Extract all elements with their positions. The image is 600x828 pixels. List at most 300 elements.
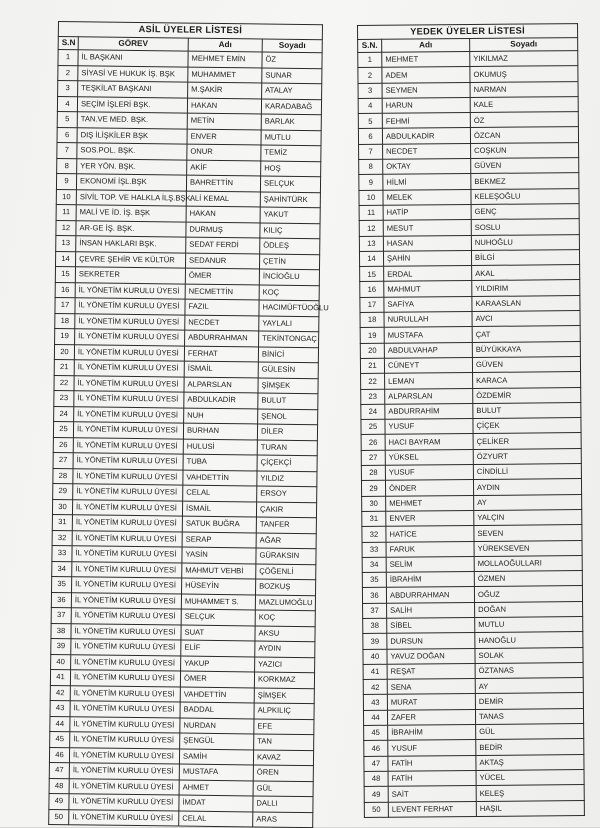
asil-cell-gorev: AR-GE İŞ. BŞK. bbox=[76, 220, 186, 237]
yedek-cell-adi: ÖNDER bbox=[385, 480, 473, 496]
yedek-cell-adi: ABDURRAHİM bbox=[385, 403, 473, 419]
asil-cell-soyadi: TAN bbox=[254, 734, 314, 750]
asil-cell-gorev: ÇEVRE ŞEHİR VE KÜLTÜR bbox=[75, 251, 185, 268]
asil-cell-gorev: DIŞ İLİŞKİLER BŞK bbox=[77, 127, 187, 144]
yedek-cell-soyadi: YIKILMAZ bbox=[470, 51, 578, 67]
asil-cell-soyadi: AKSU bbox=[255, 625, 315, 641]
yedek-cell-sn: 19 bbox=[360, 328, 384, 344]
yedek-cell-adi: ZAFER bbox=[387, 709, 475, 725]
asil-cell-gorev: SİVİL TOP. VE HALKLA İLŞ.BŞK. bbox=[76, 189, 186, 206]
asil-cell-soyadi: GÜL bbox=[253, 780, 313, 796]
asil-cell-soyadi: İNCİOĞLU bbox=[259, 269, 319, 285]
asil-cell-adi: ALİ KEMAL bbox=[186, 191, 260, 207]
yedek-cell-adi: YÜKSEL bbox=[385, 449, 473, 465]
yedek-cell-sn: 24 bbox=[361, 404, 385, 420]
yedek-table-row bbox=[364, 800, 584, 817]
asil-cell-sn: 43 bbox=[50, 700, 70, 716]
yedek-cell-adi: HARUN bbox=[382, 97, 470, 113]
asil-cell-gorev: İL YÖNETİM KURULU ÜYESİ bbox=[73, 437, 183, 454]
asil-cell-gorev: İL YÖNETİM KURULU ÜYESİ bbox=[71, 592, 181, 609]
asil-cell-soyadi: YAKUT bbox=[260, 207, 320, 223]
yedek-cell-adi: YAVUZ DOĞAN bbox=[387, 648, 475, 664]
yedek-cell-adi: SİBEL bbox=[387, 617, 475, 633]
asil-cell-soyadi: BULUT bbox=[258, 393, 318, 409]
asil-cell-adi: AHMET bbox=[179, 780, 253, 796]
asil-cell-adi: SEDAT FERDİ bbox=[186, 237, 260, 253]
asil-cell-sn: 39 bbox=[51, 638, 71, 654]
asil-cell-sn: 2 bbox=[58, 65, 78, 81]
asil-cell-soyadi: ÇAKIR bbox=[256, 501, 316, 517]
asil-cell-gorev: İL YÖNETİM KURULU ÜYESİ bbox=[72, 577, 182, 594]
yedek-cell-sn: 13 bbox=[359, 236, 383, 252]
yedek-cell-sn: 9 bbox=[359, 175, 383, 191]
yedek-cell-soyadi: AKAL bbox=[472, 265, 580, 281]
yedek-header-sn: S.N. bbox=[358, 39, 382, 52]
asil-cell-gorev: SEÇİM İŞLERİ BŞK. bbox=[77, 96, 187, 113]
yedek-cell-soyadi: MUTLU bbox=[475, 617, 583, 633]
asil-cell-soyadi: KOÇ bbox=[259, 284, 319, 300]
asil-cell-soyadi: MAZLUMOĞLU bbox=[255, 594, 315, 610]
yedek-cell-sn: 4 bbox=[358, 98, 382, 114]
yedek-cell-sn: 18 bbox=[360, 312, 384, 328]
yedek-cell-adi: SAFİYA bbox=[384, 296, 472, 312]
asil-cell-gorev: SOS.POL. BŞK. bbox=[77, 143, 187, 160]
yedek-cell-sn: 33 bbox=[362, 542, 386, 558]
asil-cell-sn: 14 bbox=[56, 251, 76, 267]
asil-cell-soyadi: SELÇUK bbox=[260, 176, 320, 192]
asil-cell-gorev: YER YÖN. BŞK. bbox=[77, 158, 187, 175]
asil-cell-soyadi: ÖDLEŞ bbox=[260, 238, 320, 254]
asil-cell-gorev: İNSAN HAKLARI BŞK. bbox=[76, 236, 186, 253]
yedek-cell-soyadi: ÖZTANAS bbox=[475, 662, 583, 678]
asil-cell-adi: FERHAT bbox=[184, 346, 258, 362]
asil-members-table bbox=[48, 21, 329, 828]
asil-cell-gorev: İL YÖNETİM KURULU ÜYESİ bbox=[72, 530, 182, 547]
yedek-cell-soyadi: BEDİR bbox=[476, 739, 584, 755]
asil-cell-adi: ÖMER bbox=[180, 671, 254, 687]
yedek-cell-soyadi: DOĞAN bbox=[475, 601, 583, 617]
yedek-cell-adi: FEHMİ bbox=[382, 113, 470, 129]
asil-cell-adi: HÜSEYİN bbox=[182, 578, 256, 594]
yedek-cell-sn: 45 bbox=[364, 725, 388, 741]
asil-cell-gorev: İL YÖNETİM KURULU ÜYESİ bbox=[74, 375, 184, 392]
asil-cell-sn: 40 bbox=[51, 654, 71, 670]
yedek-table-title: YEDEK ÜYELER LİSTESİ bbox=[358, 24, 578, 40]
yedek-cell-sn: 12 bbox=[359, 221, 383, 237]
asil-cell-gorev: İL YÖNETİM KURULU ÜYESİ bbox=[75, 313, 185, 330]
asil-cell-soyadi: ATALAY bbox=[262, 83, 322, 99]
yedek-cell-soyadi: KELEŞOĞLU bbox=[471, 188, 579, 204]
yedek-cell-adi: HATİCE bbox=[386, 526, 474, 542]
yedek-cell-adi: FATİH bbox=[388, 770, 476, 786]
yedek-cell-soyadi: OKUMUŞ bbox=[470, 66, 578, 82]
asil-cell-soyadi: ŞİMŞEK bbox=[258, 377, 318, 393]
asil-cell-soyadi: GÜLESİN bbox=[258, 362, 318, 378]
yedek-cell-adi: CÜNEYT bbox=[384, 357, 472, 373]
yedek-cell-adi: YUSUF bbox=[385, 465, 473, 481]
asil-cell-soyadi: HACIMÜFTÜOĞLU bbox=[259, 300, 319, 316]
yedek-cell-adi: ENVER bbox=[386, 510, 474, 526]
asil-cell-adi: CELAL bbox=[179, 811, 253, 827]
asil-cell-gorev: İL YÖNETİM KURULU ÜYESİ bbox=[71, 639, 181, 656]
yedek-cell-soyadi: AY bbox=[475, 678, 583, 694]
asil-cell-adi: ALPARSLAN bbox=[184, 377, 258, 393]
asil-cell-sn: 25 bbox=[53, 421, 73, 437]
asil-cell-gorev: İL YÖNETİM KURULU ÜYESİ bbox=[75, 329, 185, 346]
asil-cell-adi: NECMETTİN bbox=[185, 284, 259, 300]
asil-cell-sn: 37 bbox=[51, 607, 71, 623]
yedek-cell-adi: ALPARSLAN bbox=[385, 388, 473, 404]
yedek-cell-sn: 40 bbox=[363, 649, 387, 665]
asil-cell-soyadi: DİLER bbox=[257, 424, 317, 440]
asil-table-title: ASİL ÜYELER LİSTESİ bbox=[58, 22, 322, 40]
asil-cell-gorev: İL YÖNETİM KURULU ÜYESİ bbox=[73, 468, 183, 485]
asil-cell-soyadi: TEKİNTONGAÇ bbox=[259, 331, 319, 347]
yedek-cell-sn: 35 bbox=[362, 572, 386, 588]
yedek-cell-adi: HACI BAYRAM bbox=[385, 434, 473, 450]
asil-cell-soyadi: ERSOY bbox=[257, 486, 317, 502]
asil-cell-sn: 38 bbox=[51, 623, 71, 639]
yedek-table-body bbox=[358, 51, 585, 818]
asil-cell-gorev: İL YÖNETİM KURULU ÜYESİ bbox=[69, 763, 179, 780]
asil-cell-soyadi: HOŞ bbox=[261, 160, 321, 176]
yedek-cell-adi: NURULLAH bbox=[384, 312, 472, 328]
yedek-cell-soyadi: YILDIRIM bbox=[472, 280, 580, 296]
asil-cell-soyadi: SUNAR bbox=[262, 67, 322, 83]
asil-cell-adi: SAMİH bbox=[179, 749, 253, 765]
asil-cell-sn: 19 bbox=[55, 328, 75, 344]
yedek-cell-adi: OKTAY bbox=[383, 159, 471, 175]
asil-cell-adi: SERAP bbox=[182, 532, 256, 548]
asil-header-gorev: GÖREV bbox=[78, 37, 188, 51]
asil-cell-soyadi: ŞİMŞEK bbox=[254, 687, 314, 703]
yedek-cell-sn: 25 bbox=[361, 419, 385, 435]
asil-cell-soyadi: ŞAHİNTÜRK bbox=[260, 191, 320, 207]
yedek-cell-sn: 36 bbox=[362, 588, 386, 604]
asil-cell-adi: VAHDETTİN bbox=[180, 687, 254, 703]
asil-cell-adi: İSMAİL bbox=[182, 501, 256, 517]
asil-table-row bbox=[49, 809, 313, 828]
asil-cell-adi: MEHMET EMİN bbox=[188, 51, 262, 67]
yedek-cell-adi: ABDULKADİR bbox=[382, 128, 470, 144]
yedek-cell-soyadi: ÖZCAN bbox=[470, 127, 578, 143]
asil-cell-adi: HAKAN bbox=[187, 98, 261, 114]
yedek-cell-sn: 43 bbox=[363, 695, 387, 711]
yedek-cell-soyadi: AY bbox=[474, 494, 582, 510]
asil-cell-sn: 50 bbox=[49, 809, 69, 825]
yedek-cell-adi: LEVENT FERHAT bbox=[388, 801, 476, 817]
asil-cell-gorev: İL YÖNETİM KURULU ÜYESİ bbox=[70, 701, 180, 718]
asil-cell-gorev: İL YÖNETİM KURULU ÜYESİ bbox=[70, 716, 180, 733]
asil-cell-adi: ABDULKADİR bbox=[184, 392, 258, 408]
asil-cell-gorev: İL YÖNETİM KURULU ÜYESİ bbox=[70, 685, 180, 702]
asil-cell-gorev: İL YÖNETİM KURULU ÜYESİ bbox=[69, 794, 179, 811]
asil-cell-soyadi: MUTLU bbox=[261, 129, 321, 145]
yedek-cell-soyadi: OĞUZ bbox=[474, 586, 582, 602]
yedek-cell-soyadi: GÜVEN bbox=[471, 158, 579, 174]
yedek-cell-soyadi: GENÇ bbox=[471, 204, 579, 220]
asil-cell-sn: 8 bbox=[57, 158, 77, 174]
asil-cell-sn: 11 bbox=[56, 204, 76, 220]
yedek-cell-soyadi: SEVEN bbox=[474, 525, 582, 541]
yedek-cell-sn: 16 bbox=[360, 282, 384, 298]
yedek-cell-soyadi: YÜCEL bbox=[476, 770, 584, 786]
asil-table-body bbox=[49, 50, 329, 828]
asil-cell-sn: 49 bbox=[49, 793, 69, 809]
asil-cell-soyadi: YILDIZ bbox=[257, 470, 317, 486]
yedek-cell-sn: 26 bbox=[361, 435, 385, 451]
asil-cell-sn: 21 bbox=[54, 359, 74, 375]
asil-cell-sn: 33 bbox=[52, 545, 72, 561]
asil-cell-sn: 46 bbox=[49, 747, 69, 763]
asil-cell-gorev: İL YÖNETİM KURULU ÜYESİ bbox=[70, 670, 180, 687]
yedek-cell-sn: 27 bbox=[361, 450, 385, 466]
asil-cell-sn: 31 bbox=[52, 514, 72, 530]
yedek-cell-sn: 47 bbox=[364, 756, 388, 772]
asil-cell-sn: 44 bbox=[50, 716, 70, 732]
yedek-cell-soyadi: GÜL bbox=[476, 724, 584, 740]
asil-cell-gorev: İL YÖNETİM KURULU ÜYESİ bbox=[75, 298, 185, 315]
asil-cell-soyadi: KARADABAĞ bbox=[261, 98, 321, 114]
asil-cell-gorev: TAN.VE MED. BŞK. bbox=[77, 112, 187, 129]
asil-cell-adi: YASİN bbox=[182, 547, 256, 563]
yedek-cell-soyadi: BÜYÜKKAYA bbox=[472, 341, 580, 357]
yedek-cell-adi: MURAT bbox=[387, 694, 475, 710]
asil-cell-soyadi: ÇETİN bbox=[259, 253, 319, 269]
yedek-cell-sn: 46 bbox=[364, 741, 388, 757]
asil-cell-adi: ABDURRAHMAN bbox=[185, 330, 259, 346]
asil-cell-sn: 36 bbox=[51, 592, 71, 608]
yedek-cell-adi: ABDULVAHAP bbox=[384, 342, 472, 358]
asil-cell-gorev: MALİ VE İD. İŞ. BŞK bbox=[76, 205, 186, 222]
asil-cell-sn: 18 bbox=[55, 313, 75, 329]
yedek-cell-sn: 6 bbox=[358, 129, 382, 145]
asil-cell-adi: ŞENGÜL bbox=[180, 733, 254, 749]
asil-cell-adi: ELİF bbox=[181, 640, 255, 656]
asil-cell-gorev: İL YÖNETİM KURULU ÜYESİ bbox=[72, 561, 182, 578]
asil-cell-sn: 4 bbox=[57, 96, 77, 112]
asil-cell-sn: 9 bbox=[56, 173, 76, 189]
yedek-cell-adi: ADEM bbox=[382, 67, 470, 83]
yedek-cell-sn: 32 bbox=[362, 526, 386, 542]
yedek-cell-sn: 38 bbox=[363, 618, 387, 634]
asil-cell-gorev: İL YÖNETİM KURULU ÜYESİ bbox=[72, 499, 182, 516]
asil-cell-sn: 26 bbox=[53, 437, 73, 453]
asil-cell-soyadi: BARLAK bbox=[261, 114, 321, 130]
yedek-cell-soyadi: YALÇIN bbox=[474, 509, 582, 525]
asil-cell-adi: NUH bbox=[184, 408, 258, 424]
asil-cell-soyadi: BİNİCİ bbox=[258, 346, 318, 362]
yedek-members-table bbox=[357, 23, 585, 818]
yedek-cell-adi: HASAN bbox=[383, 235, 471, 251]
asil-cell-soyadi: TANFER bbox=[256, 517, 316, 533]
asil-cell-sn: 3 bbox=[58, 81, 78, 97]
yedek-cell-soyadi: ÇİÇEK bbox=[473, 418, 581, 434]
yedek-cell-adi: YUSUF bbox=[388, 740, 476, 756]
asil-cell-adi: SUAT bbox=[181, 625, 255, 641]
yedek-cell-soyadi: BEKMEZ bbox=[471, 173, 579, 189]
yedek-cell-adi: SELİM bbox=[386, 556, 474, 572]
asil-cell-sn: 41 bbox=[50, 669, 70, 685]
asil-cell-gorev: İL YÖNETİM KURULU ÜYESİ bbox=[69, 809, 179, 826]
yedek-cell-soyadi: DEMİR bbox=[475, 693, 583, 709]
yedek-cell-adi: FATİH bbox=[388, 755, 476, 771]
asil-cell-adi: DURMUŞ bbox=[186, 222, 260, 238]
asil-cell-soyadi: KORKMAZ bbox=[254, 672, 314, 688]
yedek-cell-sn: 28 bbox=[361, 465, 385, 481]
asil-cell-sn: 7 bbox=[57, 142, 77, 158]
yedek-cell-sn: 3 bbox=[358, 83, 382, 99]
asil-cell-adi: MAHMUT VEHBİ bbox=[182, 563, 256, 579]
yedek-cell-sn: 5 bbox=[358, 113, 382, 129]
asil-cell-soyadi: ŞENOL bbox=[258, 408, 318, 424]
asil-cell-sn: 15 bbox=[55, 266, 75, 282]
asil-cell-adi: ONUR bbox=[187, 144, 261, 160]
yedek-cell-soyadi: AKTAŞ bbox=[476, 754, 584, 770]
asil-cell-soyadi: AĞAR bbox=[256, 532, 316, 548]
yedek-cell-sn: 20 bbox=[360, 343, 384, 359]
asil-cell-sn: 6 bbox=[57, 127, 77, 143]
asil-cell-adi: M.ŞAKİR bbox=[188, 82, 262, 98]
yedek-cell-soyadi: HAŞIL bbox=[476, 800, 584, 816]
asil-cell-adi: VAHDETTİN bbox=[183, 470, 257, 486]
asil-cell-adi: TUBA bbox=[183, 454, 257, 470]
yedek-cell-sn: 41 bbox=[363, 664, 387, 680]
asil-cell-sn: 12 bbox=[56, 220, 76, 236]
yedek-cell-sn: 34 bbox=[362, 557, 386, 573]
yedek-cell-soyadi: NARMAN bbox=[470, 81, 578, 97]
asil-cell-gorev: SİYASİ VE HUKUK İŞ. BŞK bbox=[78, 65, 188, 82]
asil-cell-adi: MUHAMMET S. bbox=[181, 594, 255, 610]
asil-cell-gorev: İL YÖNETİM KURULU ÜYESİ bbox=[75, 282, 185, 299]
asil-cell-gorev: İL YÖNETİM KURULU ÜYESİ bbox=[70, 732, 180, 749]
asil-cell-soyadi: TURAN bbox=[257, 439, 317, 455]
yedek-cell-adi: ERDAL bbox=[384, 266, 472, 282]
yedek-cell-sn: 49 bbox=[364, 787, 388, 803]
asil-cell-sn: 42 bbox=[50, 685, 70, 701]
asil-cell-gorev: İL YÖNETİM KURULU ÜYESİ bbox=[72, 515, 182, 532]
yedek-cell-soyadi: GÜVEN bbox=[472, 357, 580, 373]
yedek-cell-soyadi: ÖZ bbox=[470, 112, 578, 128]
asil-cell-adi: FAZIL bbox=[185, 299, 259, 315]
asil-cell-gorev: SEKRETER bbox=[75, 267, 185, 284]
yedek-cell-adi: MELEK bbox=[383, 189, 471, 205]
asil-cell-gorev: İL YÖNETİM KURULU ÜYESİ bbox=[74, 391, 184, 408]
yedek-cell-soyadi: HANOĞLU bbox=[475, 632, 583, 648]
yedek-cell-soyadi: MOLLAOĞULLARI bbox=[474, 555, 582, 571]
yedek-cell-adi: HİLMİ bbox=[383, 174, 471, 190]
yedek-cell-adi: MESUT bbox=[383, 220, 471, 236]
asil-cell-adi: HAKAN bbox=[186, 206, 260, 222]
asil-cell-sn: 28 bbox=[53, 468, 73, 484]
asil-cell-adi: MUSTAFA bbox=[179, 764, 253, 780]
asil-cell-sn: 20 bbox=[54, 344, 74, 360]
asil-cell-sn: 1 bbox=[58, 50, 78, 66]
asil-cell-soyadi: DALLI bbox=[253, 796, 313, 812]
asil-cell-sn: 32 bbox=[52, 530, 72, 546]
yedek-cell-adi: SEYMEN bbox=[382, 82, 470, 98]
asil-cell-soyadi: KAVAZ bbox=[253, 749, 313, 765]
yedek-cell-adi: DURSUN bbox=[387, 633, 475, 649]
asil-cell-sn: 22 bbox=[54, 375, 74, 391]
asil-cell-adi: SATUK BUĞRA bbox=[182, 516, 256, 532]
yedek-cell-adi: NECDET bbox=[383, 143, 471, 159]
asil-cell-sn: 5 bbox=[57, 111, 77, 127]
yedek-cell-soyadi: YÜREKSEVEN bbox=[474, 540, 582, 556]
asil-cell-gorev: İL YÖNETİM KURULU ÜYESİ bbox=[74, 406, 184, 423]
asil-cell-soyadi: TEMİZ bbox=[261, 145, 321, 161]
yedek-cell-sn: 29 bbox=[361, 481, 385, 497]
yedek-cell-soyadi: SOLAK bbox=[475, 647, 583, 663]
asil-cell-adi: METİN bbox=[187, 113, 261, 129]
asil-cell-soyadi: ALPKILIÇ bbox=[254, 703, 314, 719]
yedek-cell-soyadi: ÖZDEMİR bbox=[473, 387, 581, 403]
yedek-cell-soyadi: AVCI bbox=[472, 311, 580, 327]
yedek-cell-soyadi: CİNDİLLİ bbox=[473, 464, 581, 480]
asil-cell-soyadi: AYDIN bbox=[255, 641, 315, 657]
yedek-cell-adi: ABDURRAHMAN bbox=[386, 587, 474, 603]
asil-cell-soyadi: ARAS bbox=[253, 811, 313, 827]
yedek-cell-adi: İBRAHİM bbox=[386, 572, 474, 588]
asil-cell-soyadi: GÜRAKSIN bbox=[256, 548, 316, 564]
yedek-cell-adi: MAHMUT bbox=[384, 281, 472, 297]
yedek-cell-soyadi: BULUT bbox=[473, 402, 581, 418]
asil-cell-soyadi: YAYLALI bbox=[259, 315, 319, 331]
asil-cell-sn: 24 bbox=[54, 406, 74, 422]
yedek-cell-soyadi: SOSLU bbox=[471, 219, 579, 235]
asil-cell-gorev: İL YÖNETİM KURULU ÜYESİ bbox=[74, 344, 184, 361]
asil-cell-adi: BURHAN bbox=[183, 423, 257, 439]
asil-header-sn: S.N bbox=[58, 37, 78, 50]
asil-cell-gorev: İL BAŞKANI bbox=[78, 50, 188, 67]
yedek-cell-soyadi: ÇELİKER bbox=[473, 433, 581, 449]
asil-cell-adi: NECDET bbox=[185, 315, 259, 331]
yedek-cell-sn: 17 bbox=[360, 297, 384, 313]
asil-cell-gorev: İL YÖNETİM KURULU ÜYESİ bbox=[72, 546, 182, 563]
asil-cell-soyadi: KOÇ bbox=[255, 610, 315, 626]
asil-cell-adi: HULUSİ bbox=[183, 439, 257, 455]
yedek-cell-sn: 30 bbox=[362, 496, 386, 512]
yedek-cell-soyadi: AYDIN bbox=[473, 479, 581, 495]
asil-cell-gorev: İL YÖNETİM KURULU ÜYESİ bbox=[69, 778, 179, 795]
yedek-cell-sn: 11 bbox=[359, 205, 383, 221]
asil-cell-soyadi: ÇÖĞENLİ bbox=[256, 563, 316, 579]
asil-cell-soyadi: YAZICI bbox=[255, 656, 315, 672]
asil-cell-sn: 23 bbox=[54, 390, 74, 406]
yedek-cell-sn: 10 bbox=[359, 190, 383, 206]
asil-cell-gorev: İL YÖNETİM KURULU ÜYESİ bbox=[71, 654, 181, 671]
yedek-cell-sn: 48 bbox=[364, 771, 388, 787]
asil-header-soyadi: Soyadı bbox=[262, 39, 322, 53]
yedek-cell-soyadi: COŞKUN bbox=[471, 142, 579, 158]
asil-cell-adi: MUHAMMET bbox=[188, 67, 262, 83]
yedek-cell-soyadi: TANAS bbox=[475, 708, 583, 724]
yedek-cell-adi: YUSUF bbox=[385, 419, 473, 435]
yedek-cell-sn: 21 bbox=[360, 358, 384, 374]
asil-cell-gorev: İL YÖNETİM KURULU ÜYESİ bbox=[73, 453, 183, 470]
yedek-cell-adi: MEHMET bbox=[382, 52, 470, 68]
yedek-cell-adi: HATİP bbox=[383, 204, 471, 220]
asil-cell-soyadi: EFE bbox=[254, 718, 314, 734]
yedek-cell-sn: 39 bbox=[363, 634, 387, 650]
asil-cell-sn: 34 bbox=[52, 561, 72, 577]
yedek-cell-adi: FARUK bbox=[386, 541, 474, 557]
asil-cell-adi: CELAL bbox=[183, 485, 257, 501]
asil-cell-sn: 35 bbox=[52, 576, 72, 592]
asil-cell-adi: NURDAN bbox=[180, 718, 254, 734]
yedek-cell-soyadi: KARACA bbox=[473, 372, 581, 388]
yedek-cell-sn: 14 bbox=[359, 251, 383, 267]
